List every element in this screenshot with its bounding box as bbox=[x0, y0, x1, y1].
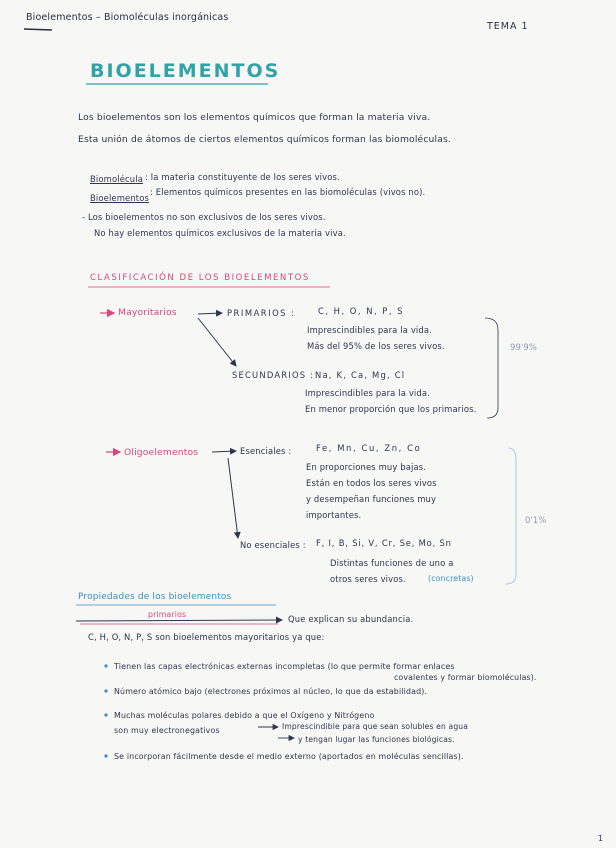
primarios-arrow bbox=[76, 620, 282, 621]
esenciales-line-3: y desempeñan funciones muy bbox=[306, 494, 437, 504]
oligoelementos-brace bbox=[506, 448, 516, 584]
properties-primarios-word: primarios bbox=[148, 610, 187, 619]
arrow-to-secundarios bbox=[198, 318, 236, 366]
esenciales-line-1: En proporciones muy bajas. bbox=[306, 462, 427, 472]
note-line-2: No hay elementos químicos exclusivos de la materia viva. bbox=[94, 228, 346, 238]
definition-bioelementos: : Elementos químicos presentes en las biomoléculas (vivos no). bbox=[150, 187, 426, 197]
mayoritarios-label: Mayoritarios bbox=[118, 307, 177, 318]
bullet-1-dot bbox=[104, 664, 107, 667]
bullet-2-dot bbox=[104, 689, 107, 692]
secundarios-elements: Na, K, Ca, Mg, Cl bbox=[315, 370, 406, 380]
primarios-line-1: Imprescindibles para la vida. bbox=[307, 325, 432, 335]
bullet-2-line-1: Número atómico bajo (electrones próximos al núcleo, lo que da estabilidad). bbox=[114, 687, 428, 696]
bullet-1-line-1: Tienen las capas electrónicas externas incompletas (lo que permite formar enlaces bbox=[114, 662, 455, 671]
arrow-to-no-esenciales bbox=[228, 458, 238, 538]
mayoritarios-brace bbox=[485, 318, 498, 418]
no-esenciales-elements: F, I, B, Si, V, Cr, Se, Mo, Sn bbox=[316, 538, 452, 548]
page-number: 1 bbox=[598, 834, 604, 843]
properties-heading: Propiedades de los bioelementos bbox=[78, 592, 232, 602]
primarios-elements: C, H, O, N, P, S bbox=[318, 306, 404, 316]
secundarios-line-2: En menor proporción que los primarios. bbox=[305, 404, 477, 414]
arrow-to-primarios bbox=[198, 313, 222, 314]
properties-elements-line: C, H, O, N, P, S son bioelementos mayoritarios ya que: bbox=[88, 632, 325, 642]
bullet-3-line-2: son muy electronegativos bbox=[114, 726, 220, 735]
bullet-3-line-3: y tengan lugar las funciones biológicas. bbox=[298, 735, 455, 744]
bullet-1-line-2: covalentes y formar biomoléculas). bbox=[394, 673, 537, 682]
esenciales-elements: Fe, Mn, Cu, Zn, Co bbox=[316, 443, 422, 453]
oligoelementos-percent: 0'1% bbox=[525, 515, 547, 525]
oligoelementos-label: Oligoelementos bbox=[124, 447, 199, 458]
header-underline bbox=[24, 29, 52, 30]
bullet-3-dot bbox=[104, 713, 107, 716]
properties-arrow-text: Que explican su abundancia. bbox=[288, 614, 414, 624]
definition-biomolecula: : la materia constituyente de los seres vivos. bbox=[145, 172, 340, 182]
no-esenciales-line-2: otros seres vivos. bbox=[330, 574, 406, 584]
esenciales-line-4: importantes. bbox=[306, 510, 362, 520]
esenciales-label: Esenciales : bbox=[240, 446, 292, 456]
note-line-1: - Los bioelementos no son exclusivos de los seres vivos. bbox=[82, 212, 326, 222]
definition-term-biomolecula: Biomolécula bbox=[90, 174, 143, 184]
header-subject: Bioelementos – Biomoléculas inorgánicas bbox=[26, 12, 229, 23]
no-esenciales-label: No esenciales : bbox=[240, 540, 306, 550]
bullet-3-line-2-right: Imprescindible para que sean solubles en agua bbox=[282, 722, 469, 731]
definition-term-bioelementos: Bioelementos bbox=[90, 193, 150, 203]
page-title: BIOELEMENTOS bbox=[90, 60, 281, 82]
header-unit: TEMA 1 bbox=[487, 21, 529, 32]
primarios-line-2: Más del 95% de los seres vivos. bbox=[307, 341, 445, 351]
secundarios-label: SECUNDARIOS : bbox=[232, 370, 315, 380]
classification-heading: CLASIFICACIÓN DE LOS BIOELEMENTOS bbox=[90, 273, 310, 283]
intro-line-1: Los bioelementos son los elementos químicos que forman la materia viva. bbox=[78, 112, 431, 123]
intro-line-2: Esta unión de átomos de ciertos elementos químicos forman las biomoléculas. bbox=[78, 134, 451, 145]
no-esenciales-line-1: Distintas funciones de uno a bbox=[330, 558, 454, 568]
bullet-3-line-1: Muchas moléculas polares debido a que el Oxígeno y Nitrógeno bbox=[114, 711, 375, 720]
secundarios-line-1: Imprescindibles para la vida. bbox=[305, 388, 430, 398]
primarios-label: PRIMARIOS : bbox=[227, 308, 296, 318]
bullet-4-dot bbox=[104, 754, 107, 757]
bullet-4-line-1: Se incorporan fácilmente desde el medio externo (aportados en moléculas sencillas). bbox=[114, 752, 464, 761]
no-esenciales-note: (concretas) bbox=[428, 574, 474, 583]
esenciales-line-2: Están en todos los seres vivos bbox=[306, 478, 437, 488]
mayoritarios-percent: 99'9% bbox=[510, 342, 537, 352]
arrow-to-esenciales bbox=[212, 451, 236, 452]
